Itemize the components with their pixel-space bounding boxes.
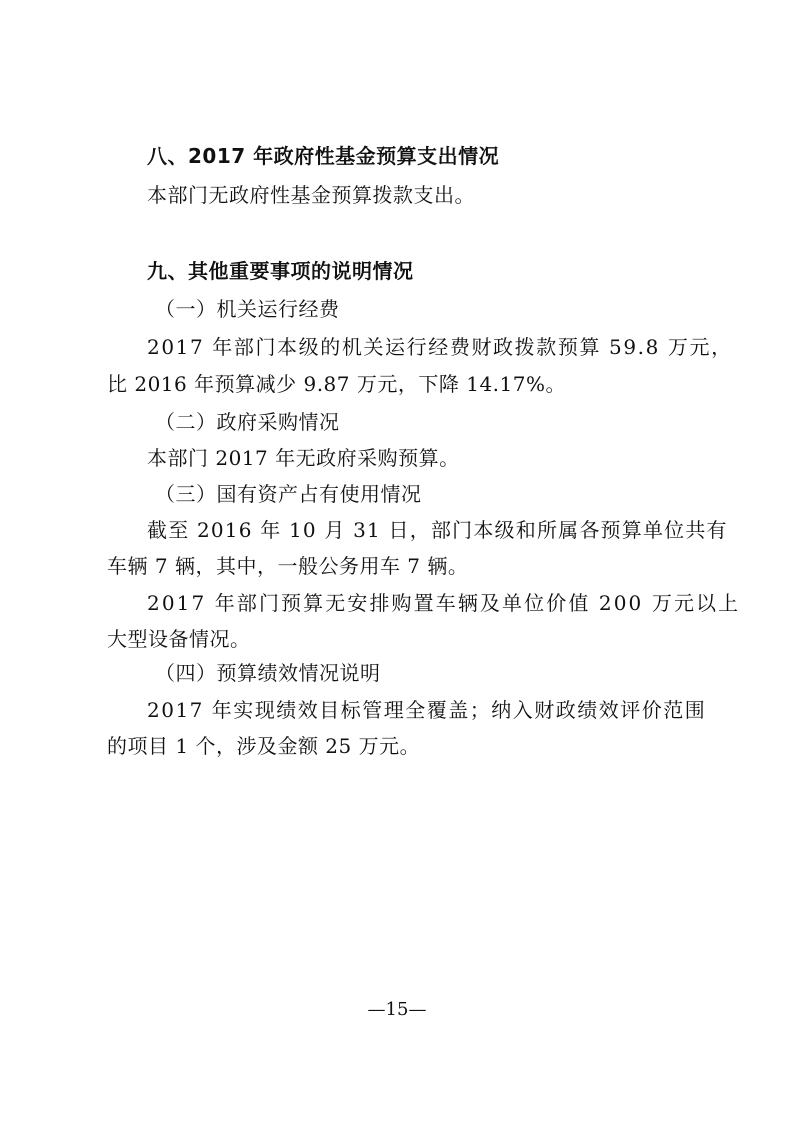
subsection-4-line-1: 2017 年实现绩效目标管理全覆盖；纳入财政绩效评价范围 <box>147 698 707 722</box>
subsection-1-line-1: 2017 年部门本级的机关运行经费财政拨款预算 59.8 万元， <box>147 335 733 359</box>
subsection-2-title: （二）政府采购情况 <box>155 410 340 434</box>
subsection-1-line-2: 比 2016 年预算减少 9.87 万元，下降 14.17%。 <box>107 372 566 396</box>
section-9-title: 九、其他重要事项的说明情况 <box>147 259 414 283</box>
section-8-body: 本部门无政府性基金预算拨款支出。 <box>147 183 475 207</box>
subsection-4-title: （四）预算绩效情况说明 <box>155 661 381 685</box>
subsection-3-para-1-line-1: 截至 2016 年 10 月 31 日，部门本级和所属各预算单位共有 <box>147 518 728 542</box>
subsection-4-line-2: 的项目 1 个，涉及金额 25 万元。 <box>107 734 421 758</box>
subsection-2-body: 本部门 2017 年无政府采购预算。 <box>147 446 460 470</box>
subsection-3-title: （三）国有资产占有使用情况 <box>155 482 422 506</box>
subsection-3-para-2-line-2: 大型设备情况。 <box>107 627 251 651</box>
subsection-3-para-2-line-1: 2017 年部门预算无安排购置车辆及单位价值 200 万元以上 <box>147 591 741 615</box>
section-8-title: 八、2017 年政府性基金预算支出情况 <box>147 144 500 168</box>
subsection-3-para-1-line-2: 车辆 7 辆，其中，一般公务用车 7 辆。 <box>107 554 469 578</box>
subsection-1-title: （一）机关运行经费 <box>155 297 340 321</box>
page-number: —15— <box>367 999 427 1020</box>
